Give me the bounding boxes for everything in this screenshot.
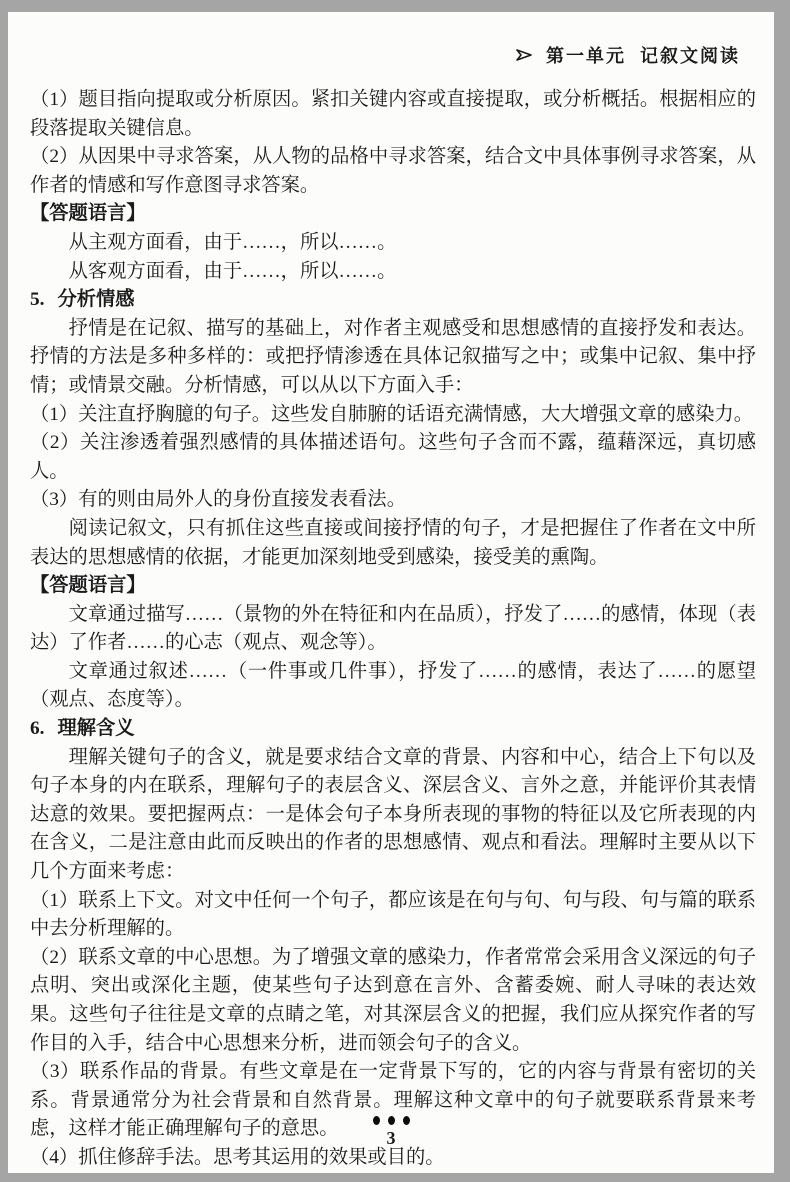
answer-language-heading: 【答题语言】 xyxy=(30,203,146,225)
footer-dots-icon xyxy=(8,1116,774,1125)
section-heading-5 xyxy=(30,286,756,315)
section-number: 6. xyxy=(30,718,45,740)
dot-icon xyxy=(388,1116,395,1125)
answer-template-line: 文章通过叙述……（一件事或几件事），抒发了……的感情，表达了……的愿望（观点、态度等）。 xyxy=(30,660,756,711)
page-header xyxy=(30,42,756,68)
answer-template-line: 文章通过描写……（景物的外在特征和内在品质），抒发了……的感情，体现（表达）了作者……的心志（观点、观念等）。 xyxy=(30,603,756,654)
list-item: （3）联系作品的背景。有些文章是在一定背景下写的，它的内容与背景有密切的关系。背景通常分为社会背景和自然背景。理解这种文章中的句子就要联系背景来考虑，这样才能正确理解句子的意思。 xyxy=(30,1061,756,1140)
section-title: 记叙文阅读 xyxy=(640,46,740,66)
section-number: 5. xyxy=(30,289,45,311)
answer-template-line: 从主观方面看，由于……，所以……。 xyxy=(68,231,397,253)
list-item: （4）抓住修辞手法。思考其运用的效果或目的。 xyxy=(30,1146,445,1168)
list-item: （1）联系上下文。对文中任何一个句子，都应该是在句与句、句与段、句与篇的联系中去分析理解的。 xyxy=(30,889,756,940)
dot-icon xyxy=(403,1116,410,1125)
page-number: 3 xyxy=(386,1128,396,1148)
document-body xyxy=(30,86,756,1173)
section-heading-text: 分析情感 xyxy=(57,289,135,311)
answer-language-heading: 【答题语言】 xyxy=(30,575,146,597)
dot-icon xyxy=(373,1116,380,1125)
unit-label: 第一单元 xyxy=(546,46,626,66)
paragraph: 阅读记叙文，只有抓住这些直接或间接抒情的句子，才是把握住了作者在文中所表达的思想感情的依据，才能更加深刻地受到感染，接受美的熏陶。 xyxy=(30,517,756,568)
list-item: （1）题目指向提取或分析原因。紧扣关键内容或直接提取，或分析概括。根据相应的段落提取关键信息。 xyxy=(30,89,756,139)
arrowhead-icon xyxy=(516,48,532,62)
paragraph: 理解关键句子的含义，就是要求结合文章的背景、内容和中心，结合上下句以及句子本身的内在联系，理解句子的表层含义、深层含义、言外之意，并能评价其表情达意的效果。要把握两点：一是体会句子本身所表现的事物的特征以及它所表现的内在含义，二是注意由此而反映出的作者的思想感情、观点和看法。理解时主要从以下几个方面来考虑： xyxy=(30,746,756,883)
paragraph: 抒情是在记叙、描写的基础上，对作者主观感受和思想感情的直接抒发和表达。抒情的方法是多种多样的：或把抒情渗透在具体记叙描写之中；或集中记叙、集中抒情；或情景交融。分析情感，可以从以下方面入手： xyxy=(30,317,756,396)
list-item: （1）关注直抒胸臆的句子。这些发自肺腑的话语充满情感，大大增强文章的感染力。 xyxy=(30,403,754,425)
list-item: （2）从因果中寻求答案，从人物的品格中寻求答案，结合文中具体事例寻求答案，从作者的情感和写作意图寻求答案。 xyxy=(30,146,756,196)
list-item: （2）联系文章的中心思想。为了增强文章的感染力，作者常常会采用含义深远的句子点明、突出或深化主题，使某些句子达到意在言外、含蓄委婉、耐人寻味的表达效果。这些句子往往是文章的点睛之笔，对其深层含义的把握，我们应从探究作者的写作目的入手，结合中心思想来分析，进而领会句子的含义。 xyxy=(30,946,756,1054)
page-footer xyxy=(8,1116,774,1149)
document-page xyxy=(8,12,774,1173)
list-item: （2）关注渗透着强烈感情的具体描述语句。这些句子含而不露，蕴藉深远，真切感人。 xyxy=(30,432,756,482)
section-heading-text: 理解含义 xyxy=(57,718,135,740)
answer-template-line: 从客观方面看，由于……，所以……。 xyxy=(68,260,397,282)
section-heading-6 xyxy=(30,715,756,744)
list-item: （3）有的则由局外人的身份直接发表看法。 xyxy=(30,489,406,511)
